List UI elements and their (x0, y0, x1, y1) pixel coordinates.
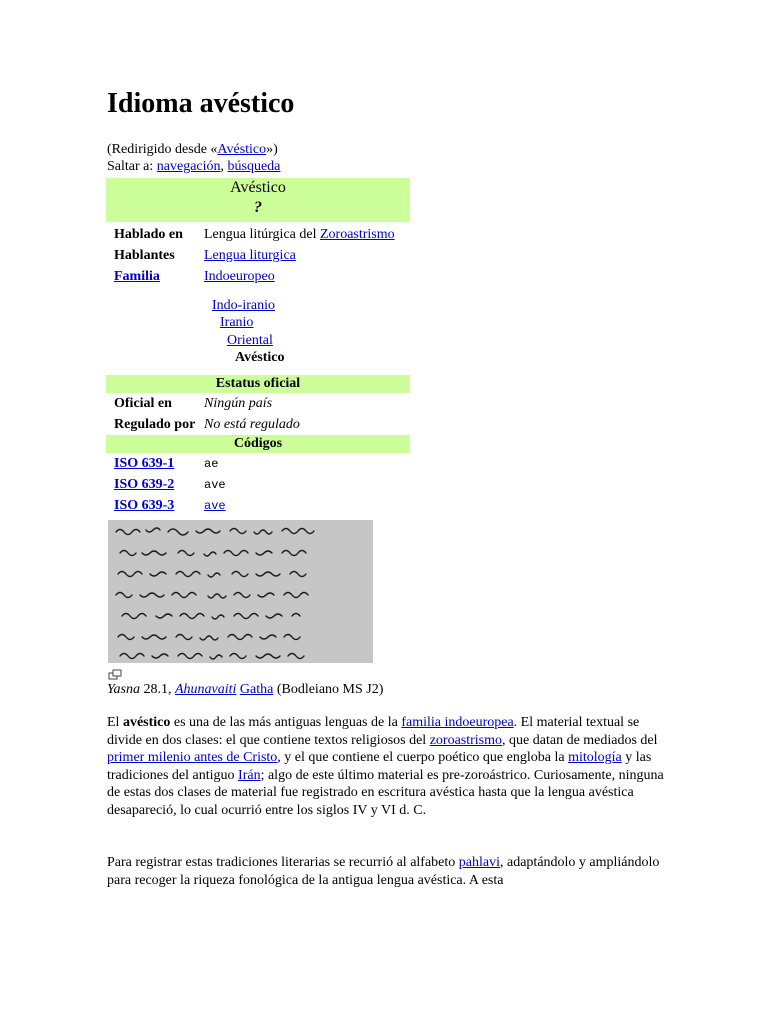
redirect-notice (107, 141, 278, 159)
jump-prefix: Saltar a: (107, 159, 157, 174)
iso-639-2-link[interactable]: ISO 639-2 (114, 476, 175, 492)
primer-milenio-link[interactable]: primer milenio antes de Cristo (107, 750, 278, 766)
redirect-prefix: (Redirigido desde « (107, 142, 218, 157)
iso-639-1-value: ae (204, 456, 219, 471)
ahunavaiti-link[interactable]: Ahunavaiti (174, 682, 237, 697)
infobox-header (106, 178, 410, 222)
redirect-link[interactable]: Avéstico (217, 142, 267, 157)
jump-search-link[interactable]: búsqueda (227, 159, 281, 174)
status-section-header: Estatus oficial (106, 375, 410, 393)
redirect-suffix: ») (266, 142, 278, 157)
pahlavi-paragraph (107, 854, 667, 889)
p1-text-1: El (107, 715, 123, 730)
familia-indoeuropea-link[interactable]: familia indoeuropea (401, 715, 514, 730)
zoroastrismo-body-link[interactable]: zoroastrismo (429, 732, 503, 748)
enlarge-icon[interactable] (108, 669, 122, 681)
iso-639-1-link[interactable]: ISO 639-1 (114, 455, 175, 471)
page-title: Idioma avéstico (107, 88, 295, 119)
family-label-link[interactable]: Familia (114, 268, 160, 284)
p1-text-6: y las tradiciones del antiguo (107, 750, 652, 783)
infobox-row-speakers (106, 245, 410, 266)
spoken-in-text: Lengua litúrgica del (204, 226, 320, 242)
caption-yasna: Yasna (107, 682, 140, 697)
p1-text-4: , que datan de mediados del (502, 732, 658, 748)
p1-text-3: . El material textual se divide en dos clases: el que contiene textos religiosos del (107, 715, 640, 748)
spoken-in-value (204, 225, 395, 245)
spoken-in-label: Hablado en (114, 226, 183, 242)
iso-639-3-value-link[interactable]: ave (204, 498, 226, 513)
regulated-by-value: No está regulado (204, 416, 300, 432)
gatha-link[interactable]: Gatha (239, 682, 274, 697)
infobox-row-iso2 (106, 474, 410, 495)
p1-bold-avestico: avéstico (122, 715, 171, 730)
p2-text-1: Para registrar estas tradiciones literarias se recurrió al alfabeto (107, 855, 459, 870)
tree-oriental[interactable]: Oriental (227, 333, 273, 348)
family-link[interactable]: Indoeuropeo (204, 268, 275, 284)
mitologia-link[interactable]: mitología (568, 750, 622, 766)
infobox-native-name: ? (254, 199, 262, 216)
infobox-language-name: Avéstico (230, 179, 286, 196)
caption-rest: (Bodleiano MS J2) (273, 682, 384, 697)
codes-section-header: Códigos (106, 435, 410, 453)
iso-639-2-value: ave (204, 477, 226, 492)
pahlavi-link[interactable]: pahlavi (458, 855, 500, 870)
infobox-row-family (106, 266, 410, 287)
speakers-link[interactable]: Lengua liturgica (204, 247, 296, 263)
official-in-value: Ningún país (204, 395, 273, 411)
infobox-row-official (106, 393, 410, 414)
manuscript-script-drawing (108, 520, 373, 663)
jump-separator: , (220, 159, 228, 174)
manuscript-image[interactable] (108, 520, 373, 663)
official-in-label: Oficial en (114, 395, 172, 411)
p2-text-2: , adaptándolo y ampliándolo para recoger la riqueza fonológica de la antigua lengua avéstica. A esta (107, 855, 660, 888)
iso-639-3-link[interactable]: ISO 639-3 (114, 497, 175, 513)
language-infobox (106, 178, 410, 516)
figure-caption (107, 681, 383, 699)
zoroastrismo-link[interactable]: Zoroastrismo (319, 226, 395, 242)
tree-iranio[interactable]: Iranio (220, 315, 254, 330)
speakers-label: Hablantes (114, 247, 175, 263)
caption-num: 28.1, (139, 682, 175, 697)
p1-text-5: , y el que contiene el cuerpo poético que engloba la (277, 750, 569, 766)
tree-avestico: Avéstico (235, 350, 285, 365)
infobox-row-spoken (106, 224, 410, 245)
jump-links (107, 158, 280, 176)
p1-text-7: ; algo de este último material es pre-zoroástrico. Curiosamente, ninguna de estas dos clases de material fue registrado en escritura avéstica hasta que la lengua avéstica desapareció, lo cual ocurrió entre los siglos IV y VI d. C. (107, 767, 664, 818)
jump-navigation-link[interactable]: navegación (156, 159, 221, 174)
family-tree (106, 297, 410, 375)
infobox-row-iso3 (106, 495, 410, 516)
infobox-row-regulated (106, 414, 410, 435)
iran-link[interactable]: Irán (238, 767, 261, 783)
intro-paragraph (107, 714, 667, 820)
tree-indo-iranio[interactable]: Indo-iranio (212, 298, 275, 313)
regulated-by-label: Regulado por (114, 416, 196, 432)
p1-text-2: es una de las más antiguas lenguas de la (170, 715, 402, 730)
infobox-row-iso1 (106, 453, 410, 474)
